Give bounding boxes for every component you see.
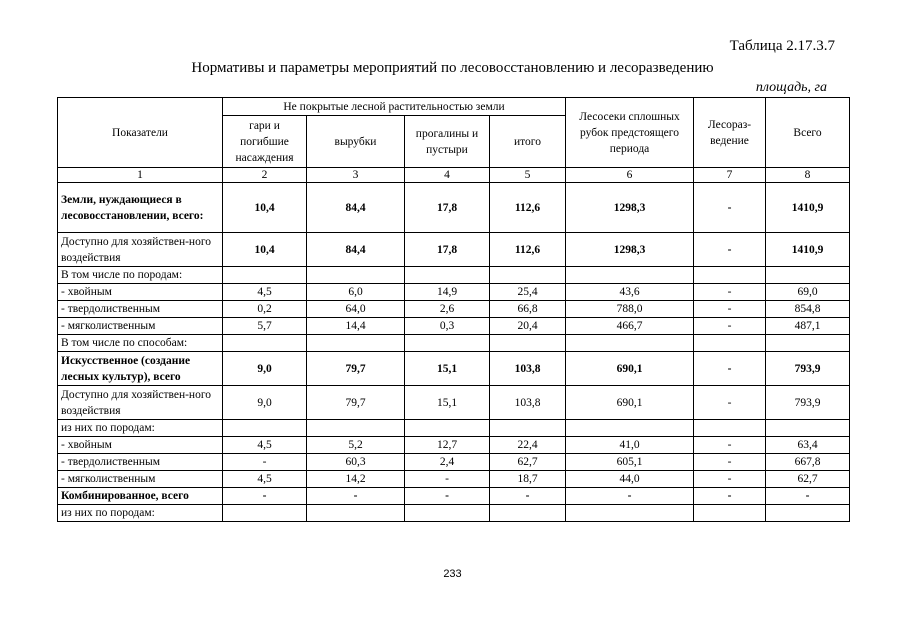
row-label: - твердолиственным	[58, 301, 223, 318]
table-cell: 667,8	[766, 454, 850, 471]
row-label: из них по породам:	[58, 505, 223, 522]
table-cell: 5,2	[307, 437, 405, 454]
table-cell: 4,5	[223, 437, 307, 454]
table-cell: 103,8	[490, 386, 566, 420]
table-cell: 18,7	[490, 471, 566, 488]
table-row	[58, 386, 850, 420]
header-burns: гари и погибшие насаждения	[223, 116, 307, 168]
table-cell	[490, 505, 566, 522]
row-label: Комбинированное, всего	[58, 488, 223, 505]
table-cell: -	[694, 471, 766, 488]
table-cell: 10,4	[223, 183, 307, 233]
table-cell	[694, 420, 766, 437]
table-cell	[566, 267, 694, 284]
table-cell: -	[566, 488, 694, 505]
table-cell: 10,4	[223, 233, 307, 267]
table-cell: 1410,9	[766, 183, 850, 233]
table-row	[58, 318, 850, 335]
table-cell: -	[490, 488, 566, 505]
table-cell	[694, 505, 766, 522]
table-cell	[223, 335, 307, 352]
table-cell: 20,4	[490, 318, 566, 335]
table-cell	[307, 335, 405, 352]
header-glades: прогалины и пустыри	[405, 116, 490, 168]
table-cell	[766, 420, 850, 437]
table-row	[58, 335, 850, 352]
table-cell	[490, 267, 566, 284]
table-cell: -	[694, 284, 766, 301]
table-cell: 690,1	[566, 386, 694, 420]
table-cell: -	[694, 301, 766, 318]
table-cell: -	[694, 454, 766, 471]
table-cell: 793,9	[766, 386, 850, 420]
table-row	[58, 301, 850, 318]
table-cell	[566, 420, 694, 437]
table-cell: 84,4	[307, 233, 405, 267]
header-group: Не покрытые лесной растительностью земли	[223, 98, 566, 116]
table-cell: -	[694, 183, 766, 233]
table-row	[58, 471, 850, 488]
table-cell: 6,0	[307, 284, 405, 301]
col-number: 7	[694, 168, 766, 183]
table-cell: -	[694, 437, 766, 454]
table-cell	[766, 267, 850, 284]
table-cell: 63,4	[766, 437, 850, 454]
table-cell: -	[694, 233, 766, 267]
header-clearcut: Лесосеки сплошных рубок предстоящего периода	[566, 98, 694, 168]
table-cell	[490, 335, 566, 352]
row-label: - мягколиственным	[58, 471, 223, 488]
table-cell: 14,9	[405, 284, 490, 301]
table-cell	[223, 267, 307, 284]
table-cell: 15,1	[405, 352, 490, 386]
row-label: Доступно для хозяйствен-ного воздействия	[58, 386, 223, 420]
table-cell: 14,2	[307, 471, 405, 488]
table-cell: 690,1	[566, 352, 694, 386]
row-label: В том числе по способам:	[58, 335, 223, 352]
row-label: - твердолиственным	[58, 454, 223, 471]
table-cell	[766, 505, 850, 522]
col-number: 4	[405, 168, 490, 183]
table-cell: -	[694, 318, 766, 335]
table-row	[58, 352, 850, 386]
col-number: 3	[307, 168, 405, 183]
table-cell: 25,4	[490, 284, 566, 301]
table-cell	[694, 267, 766, 284]
table-cell: 62,7	[490, 454, 566, 471]
row-label: Земли, нуждающиеся в лесовосстановлении, всего:	[58, 183, 223, 233]
table-cell: -	[307, 488, 405, 505]
row-label: - хвойным	[58, 437, 223, 454]
table-cell: 854,8	[766, 301, 850, 318]
table-row	[58, 233, 850, 267]
row-label: В том числе по породам:	[58, 267, 223, 284]
table-cell: 43,6	[566, 284, 694, 301]
table-cell: 9,0	[223, 352, 307, 386]
unit-label: площадь, га	[755, 80, 827, 95]
table-cell: 17,8	[405, 183, 490, 233]
col-number: 2	[223, 168, 307, 183]
table-cell: 15,1	[405, 386, 490, 420]
row-label: - хвойным	[58, 284, 223, 301]
table-cell	[307, 420, 405, 437]
table-cell: 788,0	[566, 301, 694, 318]
table-cell: 793,9	[766, 352, 850, 386]
table-cell: 64,0	[307, 301, 405, 318]
header-afforestation: Лесораз-ведение	[694, 98, 766, 168]
table-cell: 9,0	[223, 386, 307, 420]
table-cell: 22,4	[490, 437, 566, 454]
table-cell: 41,0	[566, 437, 694, 454]
table-row	[58, 183, 850, 233]
table-cell	[307, 505, 405, 522]
table-cell	[766, 335, 850, 352]
table-cell	[694, 335, 766, 352]
table-row	[58, 420, 850, 437]
table-row	[58, 284, 850, 301]
table-body	[58, 183, 850, 522]
table-row	[58, 488, 850, 505]
col-number: 6	[566, 168, 694, 183]
table-cell	[405, 420, 490, 437]
header-total: Всего	[766, 98, 850, 168]
table-cell: -	[694, 352, 766, 386]
header-indicators: Показатели	[58, 98, 223, 168]
table-cell: 1410,9	[766, 233, 850, 267]
table-cell	[307, 267, 405, 284]
table-cell	[405, 505, 490, 522]
row-label: Доступно для хозяйствен-ного воздействия	[58, 233, 223, 267]
table-cell: 112,6	[490, 183, 566, 233]
col-number: 1	[58, 168, 223, 183]
table-cell	[223, 505, 307, 522]
table-cell: 69,0	[766, 284, 850, 301]
table-cell: 0,2	[223, 301, 307, 318]
table-cell	[405, 335, 490, 352]
table-cell: 60,3	[307, 454, 405, 471]
table-cell: 1298,3	[566, 233, 694, 267]
table-cell: 466,7	[566, 318, 694, 335]
table-cell: -	[405, 488, 490, 505]
row-label: - мягколиственным	[58, 318, 223, 335]
table-cell: 79,7	[307, 386, 405, 420]
table-cell: 84,4	[307, 183, 405, 233]
table-row	[58, 437, 850, 454]
table-cell: 12,7	[405, 437, 490, 454]
table-cell: 4,5	[223, 284, 307, 301]
table-cell: 5,7	[223, 318, 307, 335]
table-cell: 17,8	[405, 233, 490, 267]
table-cell	[490, 420, 566, 437]
table-cell: -	[223, 454, 307, 471]
table-cell: 112,6	[490, 233, 566, 267]
table-cell: 2,6	[405, 301, 490, 318]
table-cell: 1298,3	[566, 183, 694, 233]
table-cell: -	[694, 386, 766, 420]
table-cell: 4,5	[223, 471, 307, 488]
row-label: Искусственное (создание лесных культур), всего	[58, 352, 223, 386]
table-row	[58, 454, 850, 471]
table-cell: 79,7	[307, 352, 405, 386]
header-subtotal: итого	[490, 116, 566, 168]
table-cell: 14,4	[307, 318, 405, 335]
table-cell: 62,7	[766, 471, 850, 488]
table-cell: 44,0	[566, 471, 694, 488]
table-cell: 66,8	[490, 301, 566, 318]
table-cell	[566, 335, 694, 352]
page-title: Нормативы и параметры мероприятий по лесовосстановлению и лесоразведению	[191, 60, 714, 76]
table-cell: 487,1	[766, 318, 850, 335]
col-number: 5	[490, 168, 566, 183]
table-cell: 2,4	[405, 454, 490, 471]
table-row	[58, 505, 850, 522]
table-label: Таблица 2.17.3.7	[729, 38, 835, 54]
table-cell	[405, 267, 490, 284]
table-cell: -	[694, 488, 766, 505]
header-cuttings: вырубки	[307, 116, 405, 168]
table-cell	[566, 505, 694, 522]
table-cell: 103,8	[490, 352, 566, 386]
table-cell: 605,1	[566, 454, 694, 471]
table-cell: -	[766, 488, 850, 505]
table-cell: -	[223, 488, 307, 505]
col-number: 8	[766, 168, 850, 183]
data-table	[57, 97, 850, 522]
page-number: 233	[443, 568, 462, 580]
table-cell: -	[405, 471, 490, 488]
table-cell	[223, 420, 307, 437]
table-row	[58, 267, 850, 284]
table-cell: 0,3	[405, 318, 490, 335]
row-label: из них по породам:	[58, 420, 223, 437]
